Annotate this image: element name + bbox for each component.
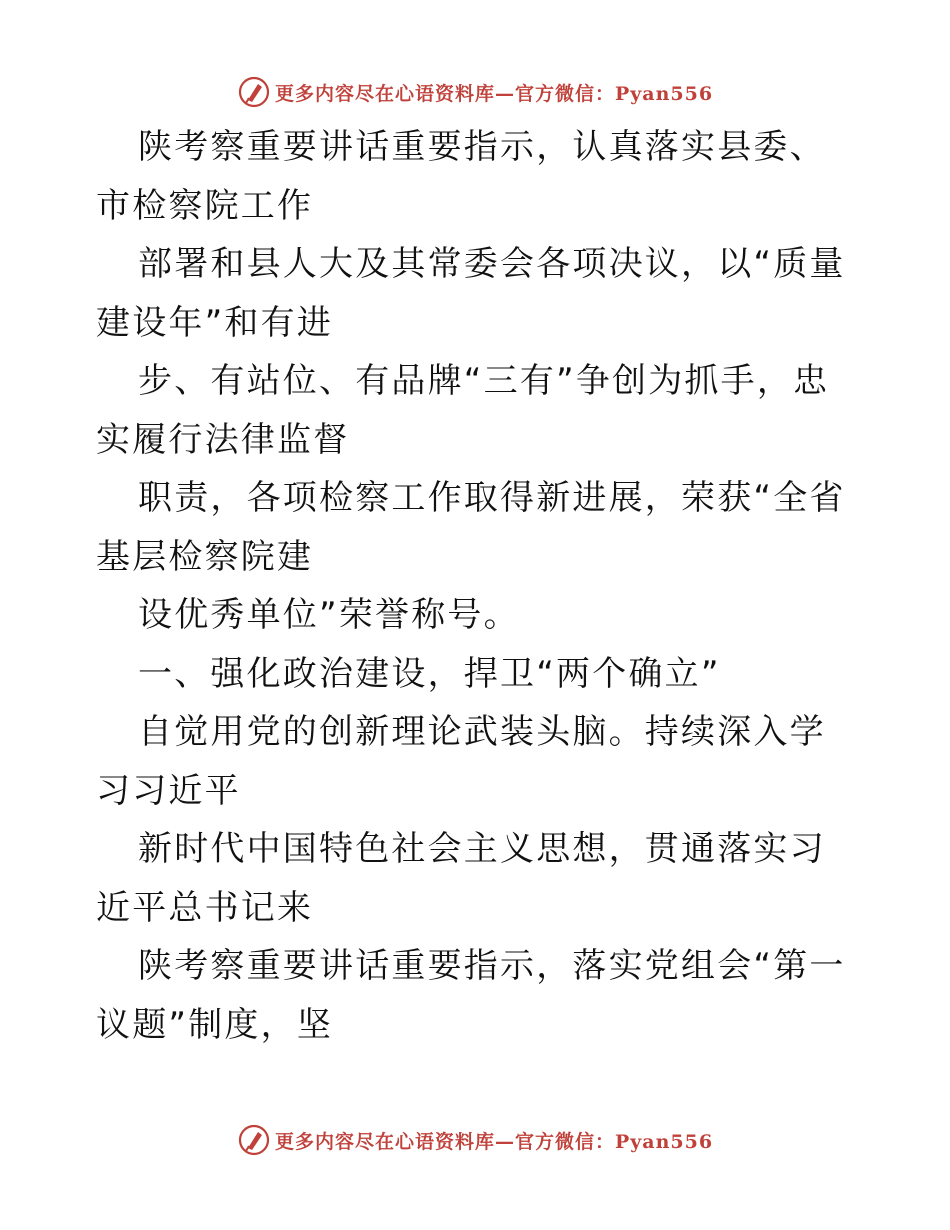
document-body — [96, 118, 856, 1054]
paragraph: 新时代中国特色社会主义思想，贯通落实习近平总书记来 — [96, 829, 826, 928]
paragraph: 步、有站位、有品牌“三有”争创为抓手，忠实履行法律监督 — [96, 361, 830, 460]
watermark-footer — [0, 1120, 950, 1160]
paragraph: 陕考察重要讲话重要指示，落实党组会“第一议题”制度，坚 — [96, 946, 846, 1045]
pen-nib-logo-icon — [237, 1123, 271, 1157]
paragraph: 设优秀单位”荣誉称号。 — [138, 595, 520, 635]
paragraph: 职责，各项检察工作取得新进展，荣获“全省基层检察院建 — [96, 478, 846, 577]
paragraph: 陕考察重要讲话重要指示，认真落实县委、市检察院工作 — [96, 127, 826, 226]
watermark-header — [0, 72, 950, 112]
paragraph: 部署和县人大及其常委会各项决议，以“质量建设年”和有进 — [96, 244, 846, 343]
watermark-text: 更多内容尽在心语资料库—官方微信：Pyan556 — [274, 82, 714, 105]
watermark-text: 更多内容尽在心语资料库—官方微信：Pyan556 — [274, 1130, 714, 1153]
section-heading: 一、强化政治建设，捍卫“两个确立” — [138, 653, 721, 694]
paragraph: 自觉用党的创新理论武装头脑。持续深入学习习近平 — [96, 712, 826, 811]
pen-nib-logo-icon — [237, 75, 271, 109]
